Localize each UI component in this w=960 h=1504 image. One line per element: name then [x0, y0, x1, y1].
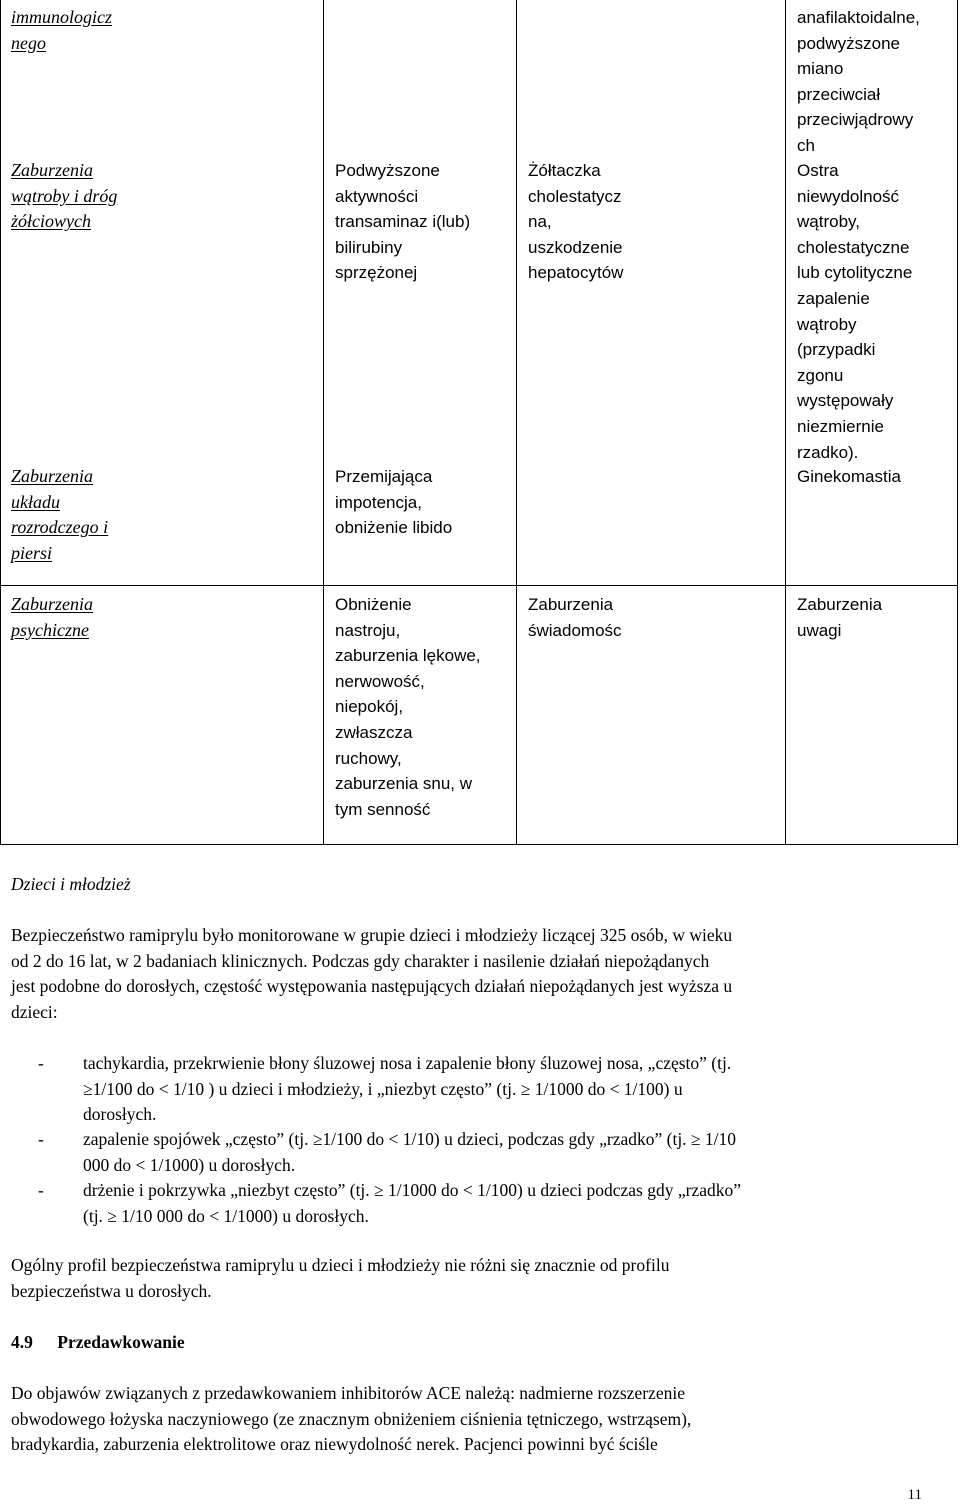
- table-divider-3: [785, 0, 786, 845]
- table-cell-common: [335, 592, 481, 822]
- cell-line: tym senność: [335, 799, 431, 819]
- section-title: Przedawkowanie: [57, 1332, 185, 1352]
- table-cell-category: [11, 5, 112, 56]
- cell-line: Przemijająca: [335, 467, 433, 486]
- bullet-dash: -: [38, 1180, 44, 1200]
- table-row-divider: [0, 585, 958, 586]
- paragraph-line: dzieci:: [11, 1001, 58, 1022]
- bullet-item: [0, 1127, 960, 1179]
- section-number: 4.9: [11, 1332, 33, 1352]
- cell-line: wątroby i dróg: [11, 185, 118, 206]
- paragraph-line: bradykardia, zaburzenia elektrolitowe oraz niewydolność nerek. Pacjenci powinni być ściśle: [11, 1434, 658, 1455]
- cell-line: nerwowość,: [335, 671, 425, 691]
- cell-line: impotencja,: [335, 492, 422, 512]
- bullet-text: [83, 1178, 741, 1229]
- children-paragraph: [11, 923, 941, 1025]
- cell-line: zaburzenia lękowe,: [335, 646, 481, 666]
- table-cell-category: [11, 158, 117, 235]
- cell-line: zwłaszcza: [335, 722, 413, 742]
- bullet-line: (tj. ≥ 1/10 000 do < 1/1000) u dorosłych.: [83, 1205, 369, 1226]
- cell-line: Obniżenie: [335, 595, 412, 614]
- bullet-line: drżenie i pokrzywka „niezbyt często” (tj. ≥ 1/1000 do < 1/100) u dzieci podczas gdy „rzadko”: [83, 1180, 741, 1200]
- cell-line: ch: [797, 135, 815, 155]
- cell-line: nastroju,: [335, 620, 401, 640]
- bullet-line: zapalenie spojówek „często” (tj. ≥1/100 do < 1/10) u dzieci, podczas gdy „rzadko” (tj. ≥ 1/10: [83, 1129, 737, 1149]
- cell-line: przeciwjądrowy: [797, 110, 914, 130]
- cell-line: świadomośc: [528, 620, 622, 640]
- cell-line: obniżenie libido: [335, 518, 453, 538]
- cell-line: miano: [797, 59, 844, 79]
- section-heading-children: [11, 872, 941, 898]
- cell-line: sprzężonej: [335, 263, 418, 283]
- table-cell-common: [335, 158, 470, 286]
- cell-line: wątroby,: [797, 212, 860, 232]
- cell-line: immunologicz: [11, 7, 112, 27]
- cell-line: układu: [11, 491, 60, 512]
- cell-line: nego: [11, 32, 46, 53]
- bullet-item: [0, 1178, 960, 1230]
- cell-line: zapalenie: [797, 288, 870, 308]
- heading-text: Dzieci i młodzież: [11, 874, 131, 894]
- cell-line: (przypadki: [797, 340, 876, 360]
- cell-line: Podwyższone: [335, 161, 440, 180]
- cell-line: Zaburzenia: [11, 594, 94, 614]
- table-cell-uncommon: [528, 158, 623, 286]
- table-border-left: [0, 0, 1, 845]
- cell-line: Ginekomastia: [797, 467, 901, 486]
- cell-line: na,: [528, 212, 552, 232]
- table-cell-category: [11, 464, 108, 566]
- table-cell-uncommon: [528, 592, 622, 643]
- table-cell-rare: [797, 158, 912, 465]
- cell-line: aktywności: [335, 186, 419, 206]
- paragraph-line: Ogólny profil bezpieczeństwa ramiprylu u dzieci i młodzieży nie różni się znacznie od profilu: [11, 1255, 670, 1275]
- cell-line: żółciowych: [11, 211, 91, 232]
- cell-line: przeciwciał: [797, 84, 881, 104]
- paragraph-line: Do objawów związanych z przedawkowaniem inhibitorów ACE należą: nadmierne rozszerzenie: [11, 1383, 685, 1403]
- table-divider-2: [516, 0, 517, 845]
- paragraph-line: bezpieczeństwa u dorosłych.: [11, 1280, 212, 1301]
- table-cell-common: [335, 464, 452, 541]
- cell-line: Żółtaczka: [528, 161, 601, 180]
- table-divider-1: [323, 0, 324, 845]
- bullet-line: 000 do < 1/1000) u dorosłych.: [83, 1154, 296, 1175]
- cell-line: transaminaz i(lub): [335, 212, 471, 232]
- children-summary-paragraph: [11, 1253, 941, 1304]
- bullet-dash: -: [38, 1129, 44, 1149]
- cell-line: rozrodczego i: [11, 517, 109, 538]
- cell-line: lub cytolityczne: [797, 263, 913, 283]
- cell-line: podwyższone: [797, 33, 901, 53]
- table-border-bottom: [0, 844, 958, 845]
- bullet-dash: -: [38, 1053, 44, 1073]
- cell-line: uszkodzenie: [528, 237, 623, 257]
- cell-line: niewydolność: [797, 186, 900, 206]
- table-cell-rare: [797, 5, 920, 159]
- cell-line: hepatocytów: [528, 263, 624, 283]
- cell-line: niezmiernie: [797, 416, 884, 436]
- bullet-text: [83, 1051, 731, 1128]
- cell-line: rzadko).: [797, 442, 859, 462]
- paragraph-line: jest podobne do dorosłych, częstość występowania następujących działań niepożądanych jest wyższa u: [11, 976, 733, 997]
- cell-line: Zaburzenia: [11, 466, 94, 486]
- bullet-text: [83, 1127, 736, 1178]
- cell-line: Zaburzenia: [528, 595, 614, 614]
- paragraph-line: Bezpieczeństwo ramiprylu było monitorowane w grupie dzieci i młodzieży liczącej 325 osób, w wieku: [11, 925, 733, 945]
- cell-line: Zaburzenia: [11, 160, 94, 180]
- bullet-line: tachykardia, przekrwienie błony śluzowej nosa i zapalenie błony śluzowej nosa, „często” (tj.: [83, 1053, 732, 1073]
- paragraph-line: od 2 do 16 lat, w 2 badaniach klinicznych. Podczas gdy charakter i nasilenie działań niepożądanych: [11, 950, 710, 971]
- cell-line: ruchowy,: [335, 748, 402, 768]
- overdose-paragraph: [11, 1381, 941, 1458]
- cell-line: zaburzenia snu, w: [335, 774, 473, 794]
- cell-line: Zaburzenia: [797, 595, 883, 614]
- table-border-right: [957, 0, 958, 845]
- cell-line: występowały: [797, 391, 894, 411]
- cell-line: cholestatycz: [528, 186, 622, 206]
- cell-line: bilirubiny: [335, 237, 403, 257]
- cell-line: wątroby: [797, 314, 857, 334]
- section-heading-overdose: [11, 1330, 941, 1356]
- table-cell-category: [11, 592, 93, 643]
- cell-line: zgonu: [797, 365, 844, 385]
- cell-line: anafilaktoidalne,: [797, 8, 920, 27]
- table-cell-rare: [797, 464, 901, 490]
- page-number: 11: [907, 1487, 922, 1503]
- cell-line: psychiczne: [11, 619, 89, 640]
- bullet-line: ≥1/100 do < 1/10 ) u dzieci i młodzieży, i „niezbyt często” (tj. ≥ 1/1000 do < 1/100) u: [83, 1078, 683, 1099]
- cell-line: niepokój,: [335, 697, 404, 717]
- cell-line: uwagi: [797, 620, 842, 640]
- cell-line: Ostra: [797, 161, 839, 180]
- cell-line: piersi: [11, 542, 53, 563]
- cell-line: cholestatyczne: [797, 237, 910, 257]
- bullet-line: dorosłych.: [83, 1104, 157, 1125]
- paragraph-line: obwodowego łożyska naczyniowego (ze znacznym obniżeniem ciśnienia tętniczego, wstrząsem),: [11, 1408, 692, 1429]
- table-cell-rare: [797, 592, 882, 643]
- bullet-item: [0, 1051, 960, 1128]
